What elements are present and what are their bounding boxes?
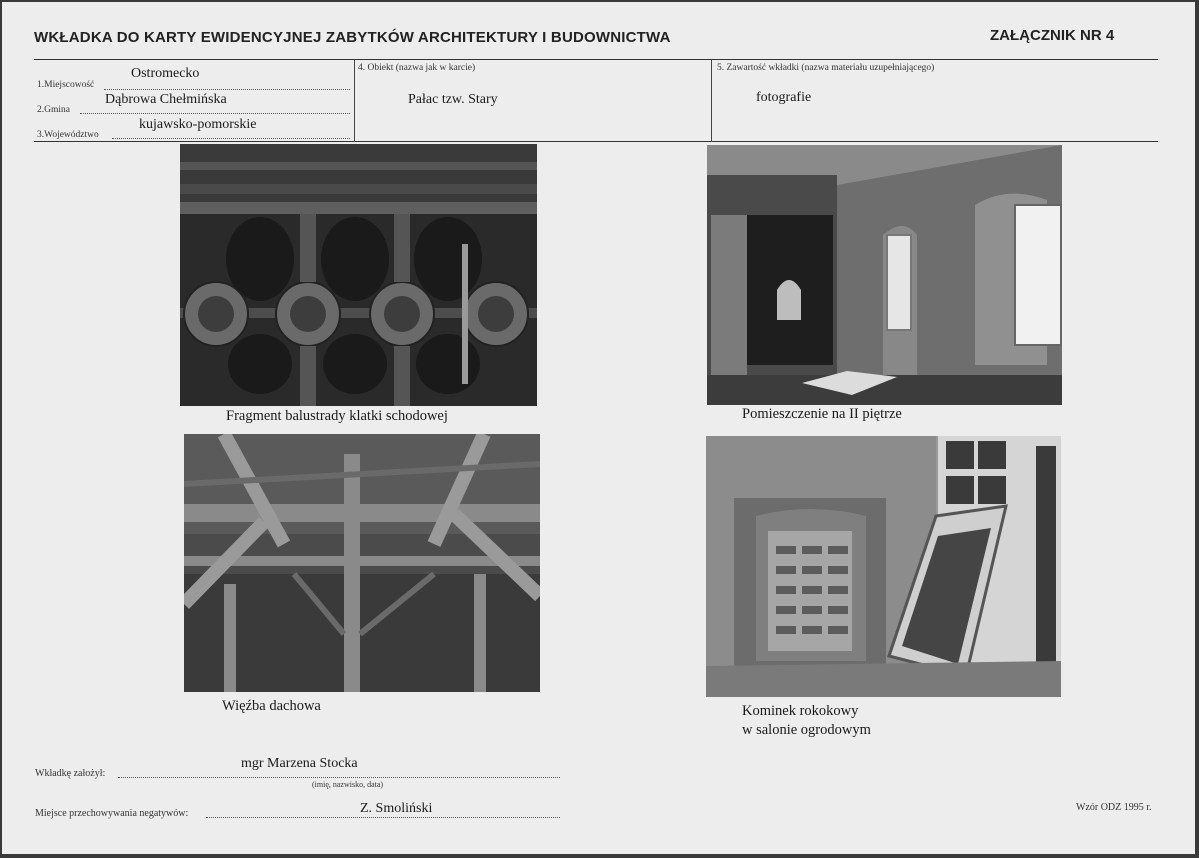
fireplace-photo bbox=[706, 436, 1061, 697]
commune-dotted-line bbox=[80, 113, 350, 114]
author-hint: (imię, nazwisko, data) bbox=[312, 780, 384, 789]
author-label: Wkładkę założył: bbox=[35, 768, 106, 779]
locality-label: 1.Miejscowość bbox=[37, 80, 95, 90]
negatives-label: Miejsce przechowywania negatywów: bbox=[35, 808, 189, 819]
negatives-value: Z. Smoliński bbox=[360, 801, 433, 816]
voivodeship-value: kujawsko-pomorskie bbox=[139, 117, 257, 132]
document-title: WKŁADKA DO KARTY EWIDENCYJNEJ ZABYTKÓW ARCHITEKTURY I BUDOWNICTWA bbox=[34, 29, 671, 46]
annex-number: ZAŁĄCZNIK NR 4 bbox=[990, 27, 1115, 44]
form-divider-1 bbox=[354, 60, 355, 142]
fireplace-caption bbox=[742, 702, 871, 740]
header-top-rule bbox=[34, 59, 1158, 60]
roof-truss-caption: Więźba dachowa bbox=[222, 698, 321, 714]
fireplace-caption-line1: Kominek rokokowy bbox=[742, 703, 859, 719]
voivodeship-dotted-line bbox=[112, 138, 350, 139]
commune-value: Dąbrowa Chełmińska bbox=[105, 92, 227, 107]
roof-truss-photo bbox=[184, 434, 540, 692]
room-caption: Pomieszczenie na II piętrze bbox=[742, 406, 902, 422]
balustrade-caption: Fragment balustrady klatki schodowej bbox=[226, 408, 448, 424]
content-value: fotografie bbox=[756, 90, 812, 105]
header-bottom-rule bbox=[34, 141, 1158, 142]
voivodeship-label: 3.Województwo bbox=[37, 130, 99, 140]
fireplace-caption-line2: w salonie ogrodowym bbox=[742, 722, 871, 738]
author-dotted-line bbox=[118, 777, 560, 778]
template-label: Wzór ODZ 1995 r. bbox=[1076, 802, 1152, 813]
content-label: 5. Zawartość wkładki (nazwa materiału uzupełniającego) bbox=[717, 63, 935, 73]
locality-value: Ostromecko bbox=[131, 66, 200, 81]
object-label: 4. Obiekt (nazwa jak w karcie) bbox=[358, 63, 476, 73]
object-value: Pałac tzw. Stary bbox=[408, 92, 498, 107]
room-photo bbox=[707, 145, 1062, 405]
locality-dotted-line bbox=[104, 89, 350, 90]
form-divider-2 bbox=[711, 60, 712, 142]
balustrade-photo bbox=[180, 144, 537, 406]
author-value: mgr Marzena Stocka bbox=[241, 756, 358, 771]
commune-label: 2.Gmina bbox=[37, 105, 70, 115]
negatives-dotted-line bbox=[206, 817, 560, 818]
